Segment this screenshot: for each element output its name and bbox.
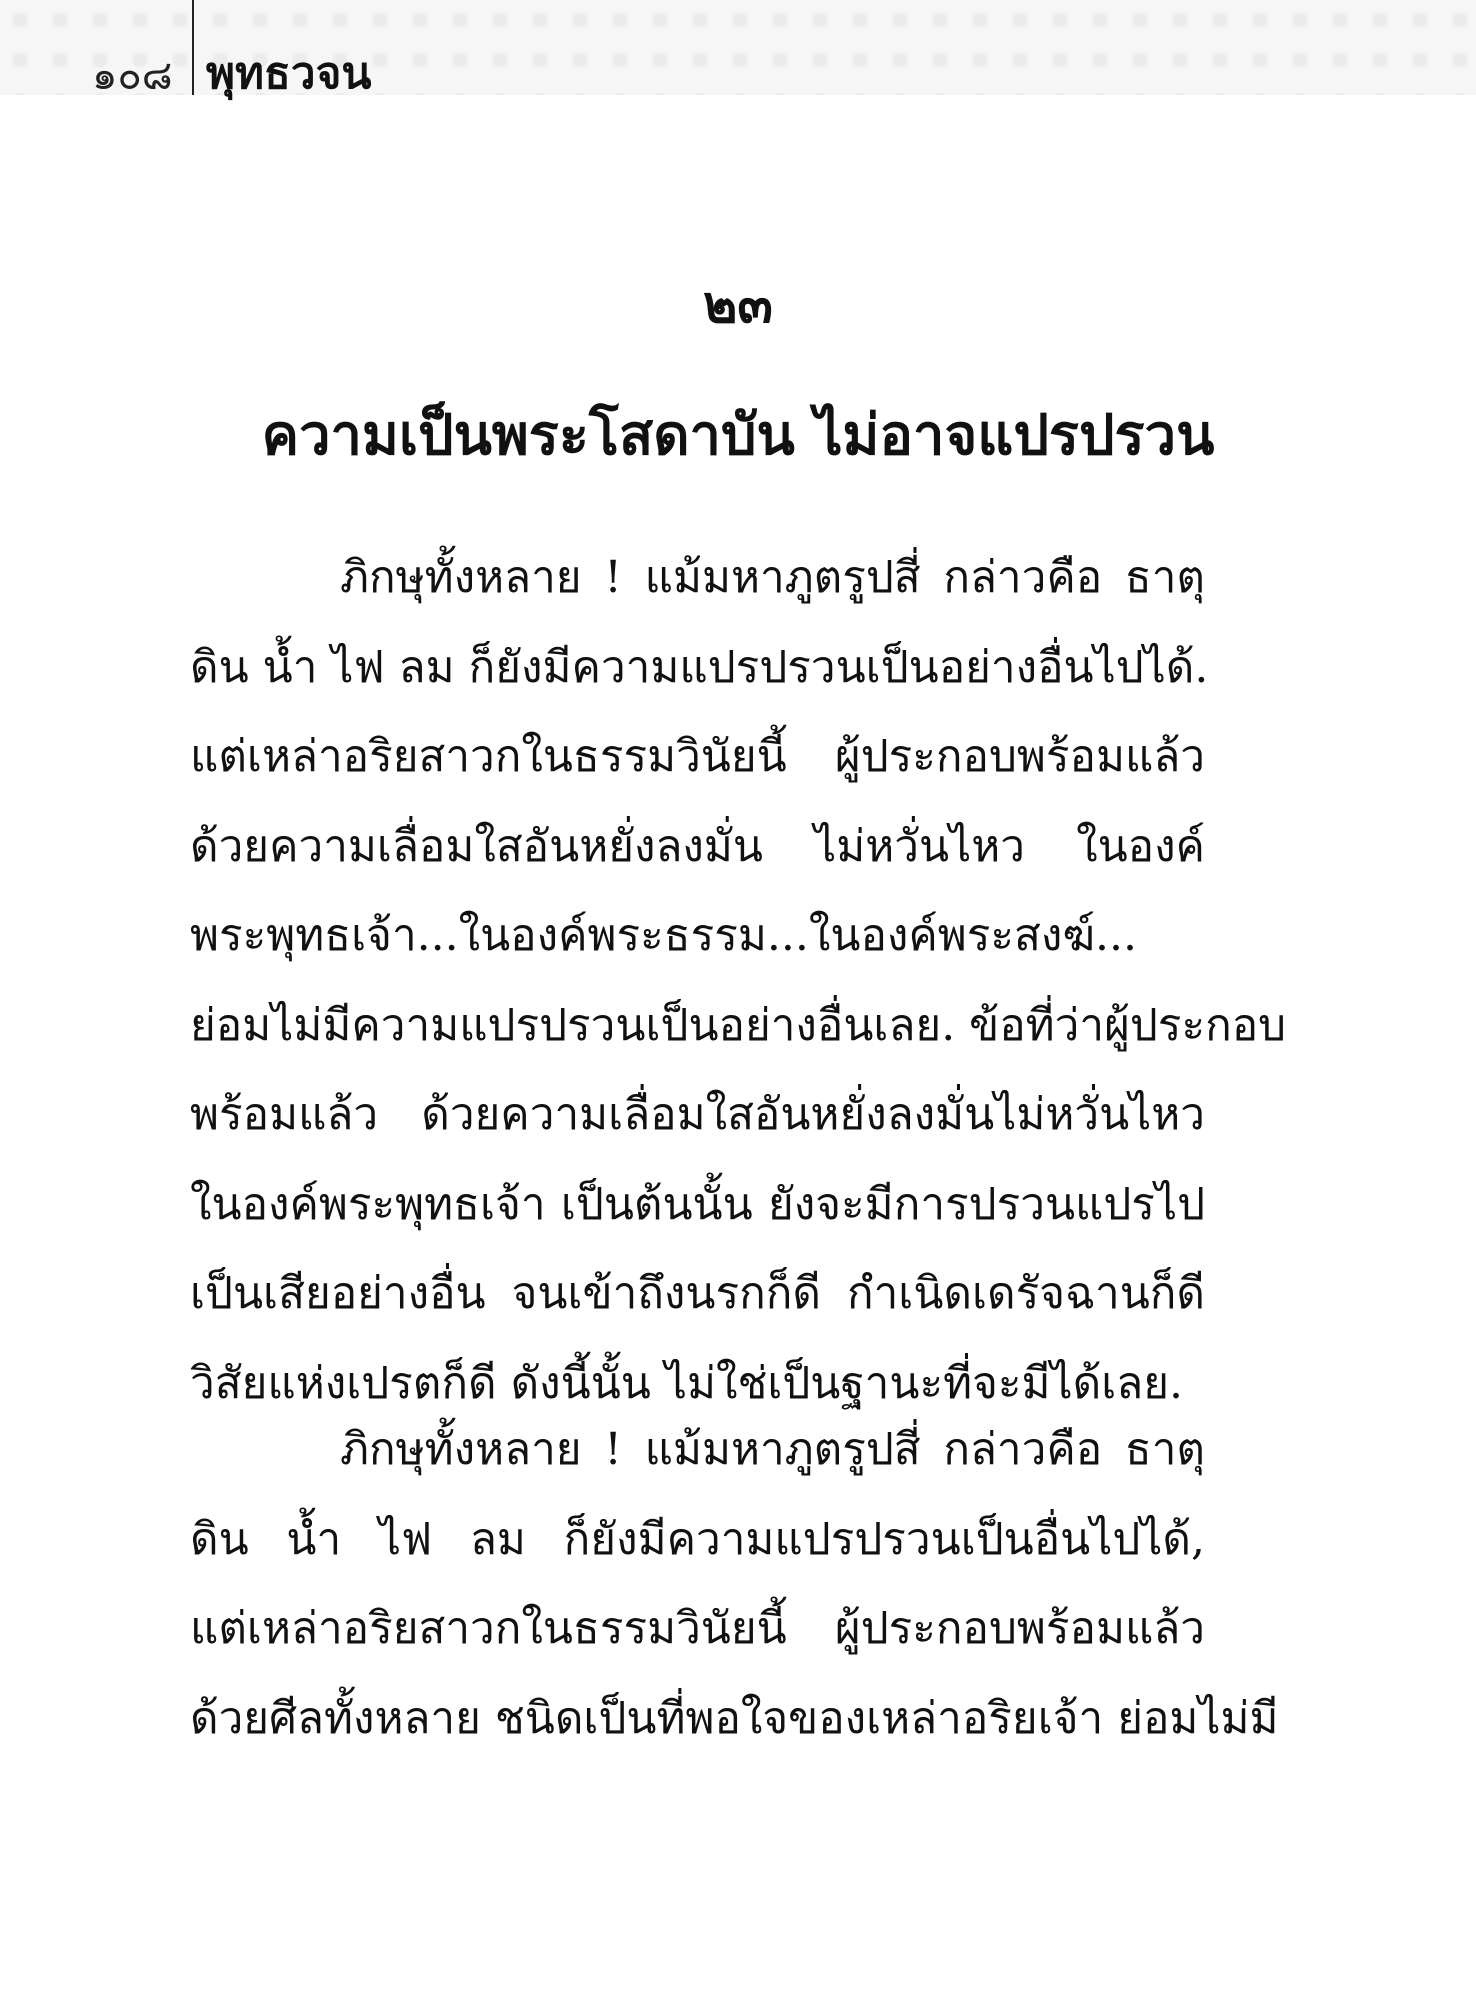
text-line: แต่เหล่าอริยสาวกในธรรมวินัยนี้ ผู้ประกอบพร้อมแล้ว xyxy=(190,731,1205,782)
text-line: แต่เหล่าอริยสาวกในธรรมวินัยนี้ ผู้ประกอบพร้อมแล้ว xyxy=(190,1603,1205,1654)
section-number: ๒๓ xyxy=(703,274,773,335)
header-divider xyxy=(192,0,194,95)
paragraph-2 xyxy=(190,1405,1279,1763)
page-number: ๑๐๘ xyxy=(92,53,173,99)
text-line: ในองค์พระพุทธเจ้า เป็นต้นนั้น ยังจะมีการปรวนแปรไป xyxy=(190,1178,1205,1230)
text-line: ภิกษุทั้งหลาย ! แม้มหาภูตรูปสี่ กล่าวคือ ธาตุ xyxy=(340,552,1205,603)
text-line: วิสัยแห่งเปรตก็ดี ดังนี้นั้น ไม่ใช่เป็นฐานะที่จะมีได้เลย. xyxy=(190,1357,1183,1409)
text-line: ย่อมไม่มีความแปรปรวนเป็นอย่างอื่นเลย. ข้อที่ว่าผู้ประกอบ xyxy=(190,999,1287,1051)
text-line: พร้อมแล้ว ด้วยความเลื่อมใสอันหยั่งลงมั่นไม่หวั่นไหว xyxy=(190,1089,1205,1140)
section-title: ความเป็นพระโสดาบัน ไม่อาจแปรปรวน xyxy=(261,402,1215,468)
text-line: พระพุทธเจ้า...ในองค์พระธรรม...ในองค์พระสงฆ์... xyxy=(190,910,1138,961)
text-line: เป็นเสียอย่างอื่น จนเข้าถึงนรกก็ดี กำเนิดเดรัจฉานก็ดี xyxy=(190,1268,1205,1319)
text-line: ดิน น้ำ ไฟ ลม ก็ยังมีความแปรปรวนเป็นอย่างอื่นไปได้. xyxy=(190,641,1209,693)
text-line: ด้วยความเลื่อมใสอันหยั่งลงมั่น ไม่หวั่นไหว ในองค์ xyxy=(190,820,1205,872)
paragraph-1 xyxy=(190,533,1287,1428)
text-line: ด้วยศีลทั้งหลาย ชนิดเป็นที่พอใจของเหล่าอริยเจ้า ย่อมไม่มี xyxy=(190,1692,1279,1744)
running-title: พุทธวจน xyxy=(206,48,372,99)
text-line: ดิน น้ำ ไฟ ลม ก็ยังมีความแปรปรวนเป็นอื่นไปได้, xyxy=(190,1513,1205,1565)
text-line: ภิกษุทั้งหลาย ! แม้มหาภูตรูปสี่ กล่าวคือ ธาตุ xyxy=(340,1424,1205,1475)
